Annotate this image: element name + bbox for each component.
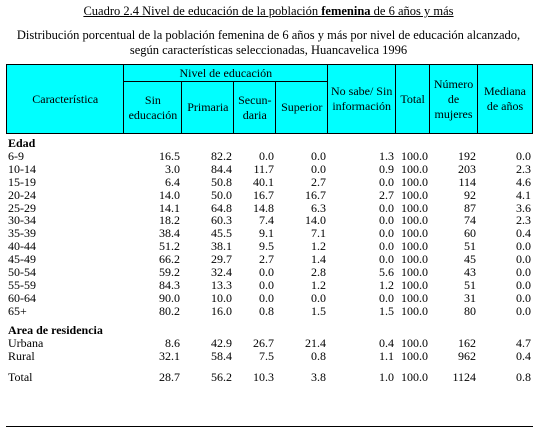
table-cell: 0.0 bbox=[379, 174, 394, 189]
table-cell: 6.4 bbox=[165, 174, 180, 189]
table-cell: 100.0 bbox=[401, 252, 428, 267]
table-cell: 7.5 bbox=[259, 348, 274, 363]
row-label: 45-49 bbox=[8, 252, 36, 267]
table-cell: 100.0 bbox=[401, 265, 428, 280]
row-label: Total bbox=[8, 370, 33, 385]
table-cell: 51 bbox=[464, 277, 476, 292]
table-cell: 1.5 bbox=[311, 303, 326, 318]
table-cell: 100.0 bbox=[401, 370, 428, 385]
table-cell: 1.5 bbox=[379, 303, 394, 318]
table-cell: 0.0 bbox=[311, 148, 326, 163]
table-cell: 100.0 bbox=[401, 213, 428, 228]
table-cell: 32.1 bbox=[159, 348, 180, 363]
table-cell: 0.4 bbox=[516, 348, 531, 363]
table-cell: 26.7 bbox=[253, 335, 274, 350]
table-cell: 4.1 bbox=[516, 187, 531, 202]
section-label: Area de residencia bbox=[8, 322, 103, 337]
table-cell: 0.0 bbox=[379, 213, 394, 228]
table-cell: 32.4 bbox=[211, 265, 232, 280]
table-cell: 84.4 bbox=[211, 161, 232, 176]
table-cell: 5.6 bbox=[379, 265, 394, 280]
subtitle-line-1: Distribución porcentual de la población femenina de 6 años y más por nivel de educación alcanzado, bbox=[16, 28, 521, 42]
table-cell: 100.0 bbox=[401, 161, 428, 176]
row-label: 60-64 bbox=[8, 290, 36, 305]
row-label: 40-44 bbox=[8, 239, 36, 254]
table-cell: 40.1 bbox=[253, 174, 274, 189]
table-cell: 2.3 bbox=[516, 213, 531, 228]
header-mediana: Mediana de años bbox=[478, 65, 533, 134]
table-cell: 100.0 bbox=[401, 226, 428, 241]
table-cell: 51.2 bbox=[159, 239, 180, 254]
table-header bbox=[6, 64, 533, 134]
row-label: 30-34 bbox=[8, 213, 36, 228]
table-cell: 7.4 bbox=[259, 213, 274, 228]
table-cell: 16.5 bbox=[159, 148, 180, 163]
table-cell: 100.0 bbox=[401, 335, 428, 350]
table-cell: 100.0 bbox=[401, 174, 428, 189]
subtitle-line-2: según características seleccionadas, Huancavelica 1996 bbox=[129, 43, 408, 57]
table-cell: 1.0 bbox=[379, 370, 394, 385]
table-cell: 11.7 bbox=[253, 161, 274, 176]
table-cell: 1.3 bbox=[379, 148, 394, 163]
table-cell: 56.2 bbox=[211, 370, 232, 385]
table-cell: 16.0 bbox=[211, 303, 232, 318]
table-subtitle bbox=[0, 28, 537, 58]
table-row bbox=[6, 150, 533, 163]
row-label: 50-54 bbox=[8, 265, 36, 280]
section-header-row bbox=[6, 324, 533, 337]
table-row bbox=[6, 163, 533, 176]
header-caracteristica: Característica bbox=[7, 65, 124, 134]
row-label: 6-9 bbox=[8, 148, 24, 163]
table-cell: 2.7 bbox=[259, 252, 274, 267]
table-cell: 82.2 bbox=[211, 148, 232, 163]
table-cell: 66.2 bbox=[159, 252, 180, 267]
table-cell: 6.3 bbox=[311, 200, 326, 215]
title-prefix: Cuadro 2.4 Nivel de educación de la población bbox=[83, 4, 322, 18]
row-label: 65+ bbox=[8, 303, 27, 318]
table-cell: 0.0 bbox=[311, 290, 326, 305]
table-cell: 13.3 bbox=[211, 277, 232, 292]
table-cell: 45.5 bbox=[211, 226, 232, 241]
table-cell: 100.0 bbox=[401, 348, 428, 363]
table-cell: 59.2 bbox=[159, 265, 180, 280]
table-cell: 114 bbox=[458, 174, 476, 189]
table-cell: 0.0 bbox=[516, 303, 531, 318]
table-cell: 1124 bbox=[452, 370, 476, 385]
table-cell: 0.8 bbox=[259, 303, 274, 318]
table-cell: 10.0 bbox=[211, 290, 232, 305]
table-cell: 80 bbox=[464, 303, 476, 318]
table-cell: 100.0 bbox=[401, 148, 428, 163]
header-numero-mujeres: Número de mujeres bbox=[430, 65, 478, 134]
table-cell: 7.1 bbox=[311, 226, 326, 241]
table-cell: 14.1 bbox=[159, 200, 180, 215]
section-header-row bbox=[6, 137, 533, 150]
table-cell: 0.0 bbox=[516, 252, 531, 267]
table-cell: 0.0 bbox=[379, 200, 394, 215]
table-cell: 92 bbox=[464, 187, 476, 202]
table-cell: 962 bbox=[458, 348, 476, 363]
table-cell: 0.0 bbox=[516, 239, 531, 254]
table-row bbox=[6, 350, 533, 363]
table-cell: 1.2 bbox=[311, 239, 326, 254]
table-cell: 14.0 bbox=[305, 213, 326, 228]
table-cell: 0.0 bbox=[311, 161, 326, 176]
table-cell: 2.3 bbox=[516, 161, 531, 176]
table-cell: 100.0 bbox=[401, 187, 428, 202]
table-cell: 0.0 bbox=[379, 290, 394, 305]
table-title bbox=[0, 4, 537, 19]
table-row bbox=[6, 279, 533, 292]
table-row bbox=[6, 337, 533, 350]
table-cell: 60.3 bbox=[211, 213, 232, 228]
table-row bbox=[6, 305, 533, 318]
table-cell: 18.2 bbox=[159, 213, 180, 228]
row-label: Urbana bbox=[8, 335, 44, 350]
table-cell: 4.7 bbox=[516, 335, 531, 350]
row-label: 15-19 bbox=[8, 174, 36, 189]
table-cell: 51 bbox=[464, 239, 476, 254]
table-cell: 0.8 bbox=[516, 370, 531, 385]
table-cell: 9.5 bbox=[259, 239, 274, 254]
row-label: 35-39 bbox=[8, 226, 36, 241]
table-cell: 29.7 bbox=[211, 252, 232, 267]
table-cell: 87 bbox=[464, 200, 476, 215]
row-label: 20-24 bbox=[8, 187, 36, 202]
table-cell: 50.8 bbox=[211, 174, 232, 189]
table-cell: 0.0 bbox=[379, 239, 394, 254]
table-cell: 43 bbox=[464, 265, 476, 280]
table-row bbox=[6, 292, 533, 305]
table-cell: 16.7 bbox=[305, 187, 326, 202]
table-cell: 0.0 bbox=[379, 252, 394, 267]
table-cell: 0.0 bbox=[259, 290, 274, 305]
table-cell: 0.0 bbox=[259, 265, 274, 280]
table-cell: 192 bbox=[458, 148, 476, 163]
table-cell: 0.0 bbox=[516, 290, 531, 305]
table-cell: 2.7 bbox=[379, 187, 394, 202]
table-cell: 3.8 bbox=[311, 370, 326, 385]
table-cell: 14.8 bbox=[253, 200, 274, 215]
table-cell: 0.0 bbox=[516, 265, 531, 280]
table-cell: 203 bbox=[458, 161, 476, 176]
table-row bbox=[6, 371, 533, 384]
title-bold: femenina bbox=[321, 4, 371, 18]
row-label: 10-14 bbox=[8, 161, 36, 176]
table-cell: 4.6 bbox=[516, 174, 531, 189]
table-cell: 45 bbox=[464, 252, 476, 267]
table-cell: 64.8 bbox=[211, 200, 232, 215]
table-cell: 0.0 bbox=[379, 226, 394, 241]
table-cell: 1.4 bbox=[311, 252, 326, 267]
header-superior: Superior bbox=[276, 82, 328, 134]
table-cell: 0.4 bbox=[379, 335, 394, 350]
table-cell: 9.1 bbox=[259, 226, 274, 241]
table-cell: 16.7 bbox=[253, 187, 274, 202]
table-cell: 80.2 bbox=[159, 303, 180, 318]
header-total: Total bbox=[396, 65, 430, 134]
table-cell: 58.4 bbox=[211, 348, 232, 363]
table-cell: 38.4 bbox=[159, 226, 180, 241]
table-cell: 162 bbox=[458, 335, 476, 350]
table-cell: 1.1 bbox=[379, 348, 394, 363]
table-cell: 2.7 bbox=[311, 174, 326, 189]
header-nivel-educacion: Nivel de educación bbox=[124, 65, 328, 82]
table-cell: 42.9 bbox=[211, 335, 232, 350]
table-cell: 100.0 bbox=[401, 277, 428, 292]
table-body bbox=[6, 137, 533, 384]
table-cell: 50.0 bbox=[211, 187, 232, 202]
table-cell: 100.0 bbox=[401, 200, 428, 215]
table-cell: 21.4 bbox=[305, 335, 326, 350]
table-cell: 10.3 bbox=[253, 370, 274, 385]
section-label: Edad bbox=[8, 136, 36, 150]
table-cell: 0.0 bbox=[516, 277, 531, 292]
table-cell: 74 bbox=[464, 213, 476, 228]
row-label: Rural bbox=[8, 348, 35, 363]
table-cell: 3.0 bbox=[165, 161, 180, 176]
table-cell: 100.0 bbox=[401, 239, 428, 254]
row-label: 25-29 bbox=[8, 200, 36, 215]
title-suffix: de 6 años y más bbox=[370, 4, 454, 18]
row-label: 55-59 bbox=[8, 277, 36, 292]
header-no-sabe: No sabe/ Sin información bbox=[328, 65, 396, 134]
table-cell: 84.3 bbox=[159, 277, 180, 292]
table-cell: 1.2 bbox=[379, 277, 394, 292]
header-secundaria: Secun- daria bbox=[234, 82, 276, 134]
header-primaria: Primaria bbox=[182, 82, 234, 134]
table-cell: 8.6 bbox=[165, 335, 180, 350]
table-cell: 0.4 bbox=[516, 226, 531, 241]
table-cell: 0.0 bbox=[516, 148, 531, 163]
table-cell: 100.0 bbox=[401, 303, 428, 318]
table-cell: 2.8 bbox=[311, 265, 326, 280]
table-cell: 31 bbox=[464, 290, 476, 305]
table-cell: 60 bbox=[464, 226, 476, 241]
table-cell: 3.6 bbox=[516, 200, 531, 215]
table-row bbox=[6, 176, 533, 189]
table-cell: 14.0 bbox=[159, 187, 180, 202]
table-cell: 100.0 bbox=[401, 290, 428, 305]
table-cell: 0.0 bbox=[259, 148, 274, 163]
header-sin-educacion: Sin educación bbox=[124, 82, 182, 134]
table-cell: 90.0 bbox=[159, 290, 180, 305]
table-cell: 38.1 bbox=[211, 239, 232, 254]
table-cell: 0.9 bbox=[379, 161, 394, 176]
table-bottom-rule bbox=[6, 426, 533, 427]
table-cell: 0.8 bbox=[311, 348, 326, 363]
table-row bbox=[6, 189, 533, 202]
table-cell: 1.2 bbox=[311, 277, 326, 292]
table-cell: 28.7 bbox=[159, 370, 180, 385]
table-cell: 0.0 bbox=[259, 277, 274, 292]
